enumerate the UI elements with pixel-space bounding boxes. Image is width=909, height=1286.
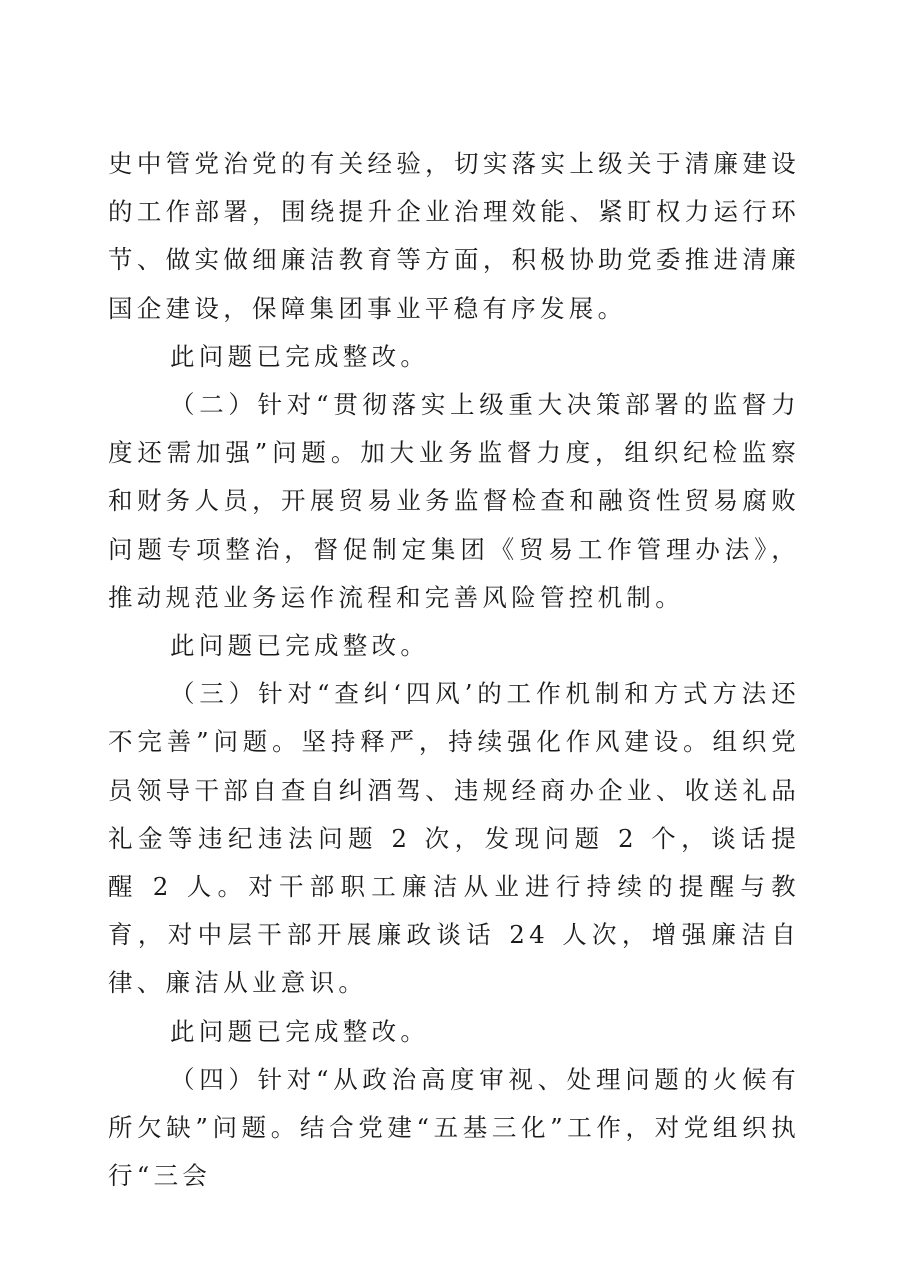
paragraph-status: 此问题已完成整改。 (170, 1016, 430, 1046)
paragraph-item-2: （二）针对“贯彻落实上级重大决策部署的监督力度还需加强”问题。加大业务监督力度，组织纪检监察和财务人员，开展贸易业务监督检查和融资性贸易腐败问题专项整治，督促制定集团《贸易工作管理办法》，推动规范业务运作流程和完善风险管控机制。 (108, 390, 800, 612)
paragraph-item-4: （四）针对“从政治高度审视、处理问题的火候有所欠缺”问题。结合党建“五基三化”工作，对党组织执行“三会 (108, 1064, 800, 1191)
paragraph-status: 此问题已完成整改。 (170, 341, 430, 371)
paragraph-status: 此问题已完成整改。 (170, 631, 430, 661)
document-body (108, 140, 800, 1200)
paragraph-item-3: （三）针对“查纠‘四风’的工作机制和方式方法还不完善”问题。坚持释严，持续强化作风建设。组织党员领导干部自查自纠酒驾、违规经商办企业、收送礼品礼金等违纪违法问题 2 次，发现问题 2 个，谈话提醒 2 人。对干部职工廉洁从业进行持续的提醒与教育，对中层干部开展廉政谈话 24 人次，增强廉洁自律、廉洁从业意识。 (108, 679, 800, 998)
paragraph-continuation: 史中管党治党的有关经验，切实落实上级关于清廉建设的工作部署，围绕提升企业治理效能、紧盯权力运行环节、做实做细廉洁教育等方面，积极协助党委推进清廉国企建设，保障集团事业平稳有序发展。 (108, 149, 800, 323)
